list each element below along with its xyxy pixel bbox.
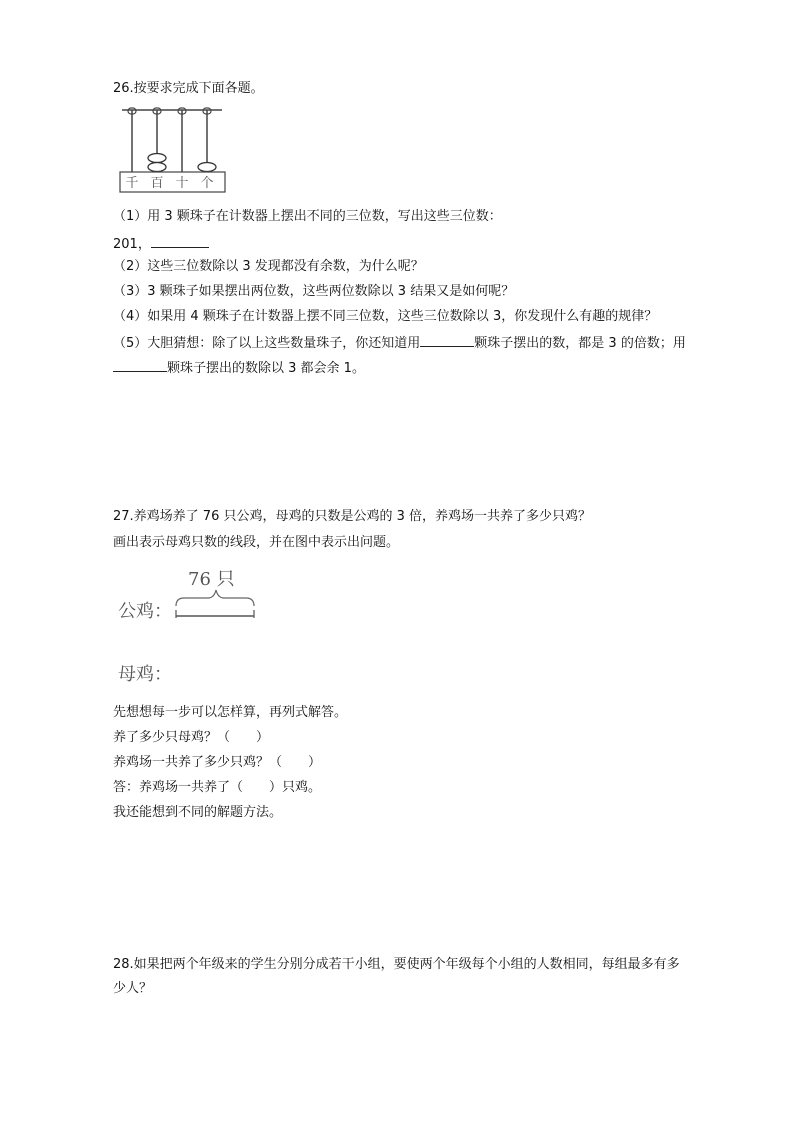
q26-part5-blank-1[interactable] [420, 333, 474, 347]
q26-title: 26.按要求完成下面各题。 [113, 81, 264, 96]
q26-part5-text-c: 颗珠子摆出的数除以 3 都会余 1。 [167, 361, 365, 376]
q27-instruction: 画出表示母鸡只数的线段，并在图中表示出问题。 [113, 535, 400, 550]
rooster-amount-label: 76 只 [188, 569, 235, 590]
q26-part1-given-number: 201， [113, 237, 151, 252]
abacus-label-thousands: 千 [125, 176, 139, 191]
abacus-label-tens: 十 [175, 176, 189, 191]
abacus-label-ones: 个 [200, 176, 214, 191]
q26-part3: （3）3 颗珠子如果摆出两位数，这些两位数除以 3 结果又是如何呢？ [113, 284, 515, 299]
abacus-figure [118, 106, 228, 194]
q26-part5-text-a: （5）大胆猜想：除了以上这些数量珠子，你还知道用 [113, 336, 421, 351]
q27-title: 27.养鸡场养了 76 只公鸡，母鸡的只数是公鸡的 3 倍，养鸡场一共养了多少只鸡？ [113, 509, 592, 524]
q28-title-line2: 少人？ [113, 981, 153, 996]
q27-other-method: 我还能想到不同的解题方法。 [113, 805, 283, 820]
q26-part2: （2）这些三位数除以 3 发现都没有余数，为什么呢？ [113, 259, 424, 274]
q26-part5-blank-2[interactable] [113, 358, 167, 372]
abacus-bead [148, 163, 166, 172]
q27-think: 先想想每一步可以怎样算，再列式解答。 [113, 705, 348, 720]
q27-step1: 养了多少只母鸡？（ ） [113, 730, 270, 745]
hen-label: 母鸡： [118, 664, 172, 685]
q26-part5-line2 [113, 358, 365, 378]
q26-part5-text-b: 颗珠子摆出的数，都是 3 的倍数；用 [474, 336, 686, 351]
line-segment-diagram [112, 562, 282, 690]
abacus-bead [148, 154, 166, 163]
rooster-brace [176, 590, 254, 606]
q26-part4: （4）如果用 4 颗珠子在计数器上摆不同三位数，这些三位数除以 3，你发现什么有趣的规律？ [113, 309, 658, 324]
q27-step2: 养鸡场一共养了多少只鸡？（ ） [113, 755, 322, 770]
abacus-bead [198, 163, 216, 172]
q28-title-line1: 28.如果把两个年级来的学生分别分成若干小组，要使两个年级每个小组的人数相同，每组最多有多 [113, 957, 680, 972]
q27-answer: 答：养鸡场一共养了（ ）只鸡。 [113, 780, 322, 795]
q26-part1-answer [113, 234, 209, 254]
q26-part5-line1 [113, 333, 686, 353]
rooster-label: 公鸡： [118, 601, 172, 622]
q26-part1-answer-blank[interactable] [151, 234, 209, 248]
q26-part1: （1）用 3 颗珠子在计数器上摆出不同的三位数，写出这些三位数： [113, 209, 502, 224]
abacus-label-hundreds: 百 [150, 176, 164, 191]
